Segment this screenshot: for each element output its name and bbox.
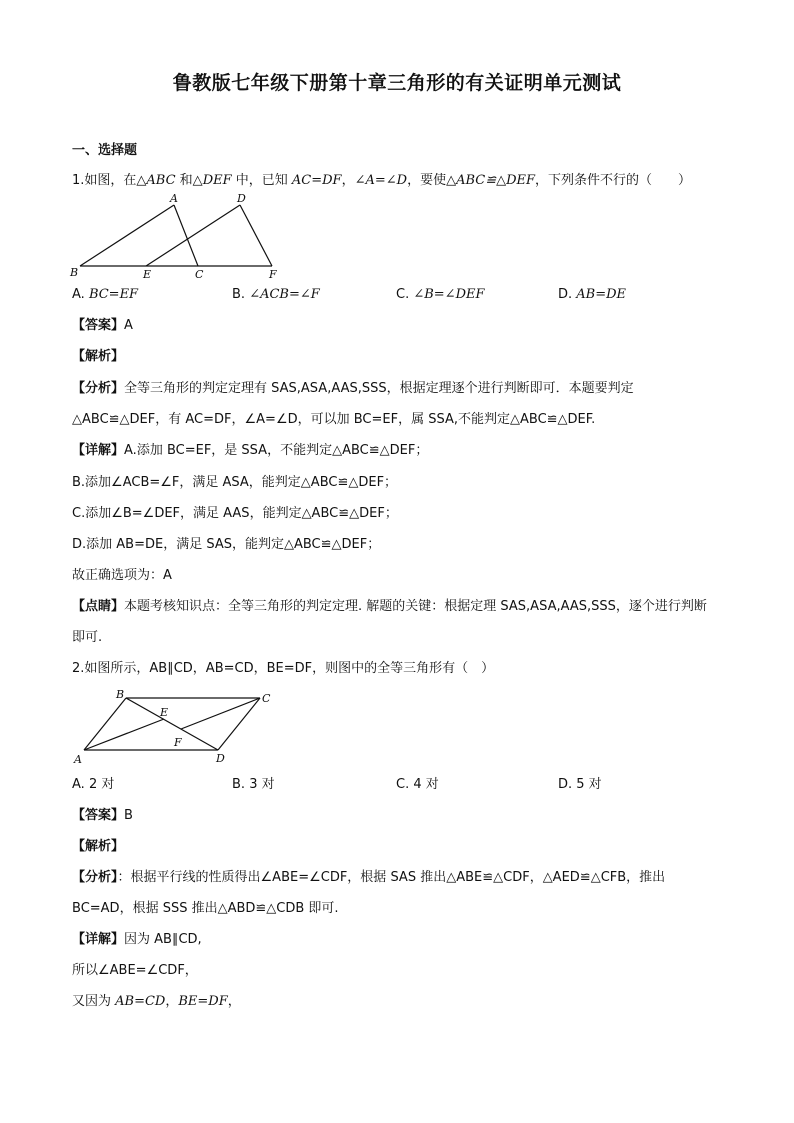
q1-answer: 【答案】A	[72, 318, 133, 333]
q2-detail-line2: 所以∠ABE=∠CDF，	[72, 963, 198, 978]
q1-detail-line1: 【详解】A.添加 BC=EF，是 SSA，不能判定△ABC≌△DEF；	[72, 443, 429, 458]
q2-detail-line1: 【详解】因为 AB∥CD,	[72, 932, 202, 947]
q2-fenxi-line1: 【分析】：根据平行线的性质得出∠ABE=∠CDF，根据 SAS 推出△ABE≌△CDF，△AED≌△CFB，推出	[72, 870, 666, 885]
q1-detail-line4: D.添加 AB=DE，满足 SAS，能判定△ABC≌△DEF；	[72, 537, 381, 552]
label-b: B	[70, 266, 79, 279]
q1-fenxi-line2: △ABC≌△DEF，有 AC=DF，∠A=∠D，可以加 BC=EF，属 SSA,不能判定△ABC≌△DEF.	[72, 412, 596, 427]
q2-answer: 【答案】B	[72, 808, 133, 823]
q1-detail-line2: B.添加∠ACB=∠F，满足 ASA，能判定△ABC≌△DEF；	[72, 475, 398, 490]
q2-fenxi-line2: BC=AD，根据 SSS 推出△ABD≌△CDB 即可.	[72, 901, 339, 916]
q1-fenxi-line1: 【分析】全等三角形的判定定理有 SAS,ASA,AAS,SSS，根据定理逐个进行判断即可．本题要判定	[72, 381, 634, 396]
q1-triangle-figure	[66, 192, 286, 282]
label-e: E	[160, 706, 169, 719]
q2-option-b: B. 3 对	[232, 777, 275, 792]
label-a: A	[74, 753, 82, 766]
page-title: 鲁教版七年级下册第十章三角形的有关证明单元测试	[172, 72, 622, 94]
section-heading: 一、选择题	[72, 143, 138, 158]
q1-option-d: D. AB=DE	[558, 287, 627, 302]
q1-option-a: A. BC=EF	[72, 287, 139, 302]
label-d: D	[216, 752, 225, 765]
q1-dianjing-line2: 即可.	[72, 630, 103, 645]
q1-analysis-tag: 【解析】	[72, 349, 125, 364]
q1-option-b: B. ∠ACB=∠F	[232, 287, 320, 302]
segment-df	[240, 205, 272, 266]
segment-bd	[126, 698, 218, 750]
q1-dianjing-line1: 【点睛】本题考核知识点：全等三角形的判定定理. 解题的关键：根据定理 SAS,ASA,AAS,SSS，逐个进行判断	[72, 599, 707, 614]
q1-detail-line5: 故正确选项为：A	[72, 568, 172, 583]
label-e: E	[143, 268, 152, 281]
q2-option-c: C. 4 对	[396, 777, 439, 792]
q2-parallelogram-figure	[70, 686, 280, 768]
label-d: D	[237, 192, 246, 205]
q1-stem: 1.如图，在△ABC 和△DEF 中，已知 AC=DF，∠A=∠D，要使△ABC≌△DEF，下列条件不行的（ ）	[72, 173, 692, 188]
q2-option-a: A. 2 对	[72, 777, 115, 792]
q2-stem: 2.如图所示，AB∥CD，AB=CD，BE=DF，则图中的全等三角形有（ ）	[72, 661, 495, 676]
q2-detail-line3: 又因为 AB=CD，BE=DF，	[72, 994, 241, 1009]
segment-ac	[174, 205, 198, 266]
q2-analysis-tag: 【解析】	[72, 839, 125, 854]
label-a: A	[170, 192, 178, 205]
q1-option-c: C. ∠B=∠DEF	[396, 287, 485, 302]
q1-detail-line3: C.添加∠B=∠DEF，满足 AAS，能判定△ABC≌△DEF；	[72, 506, 398, 521]
label-b: B	[116, 688, 125, 701]
label-c: C	[262, 692, 271, 705]
label-f: F	[174, 736, 182, 749]
q2-option-d: D. 5 对	[558, 777, 602, 792]
label-c: C	[195, 268, 204, 281]
label-f: F	[269, 268, 277, 281]
